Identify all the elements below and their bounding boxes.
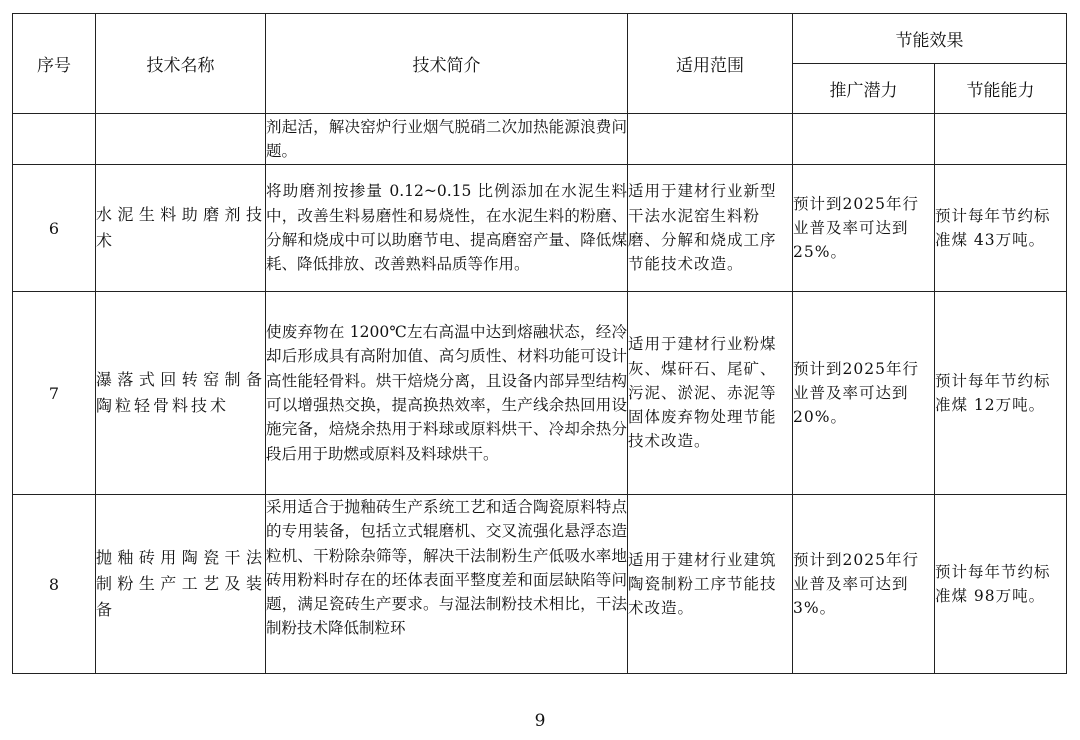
row-index bbox=[13, 114, 96, 165]
row-potential: 预计到2025年行业普及率可达到3%。 bbox=[793, 495, 935, 674]
header-scope: 适用范围 bbox=[628, 14, 793, 114]
row-desc: 剂起活，解决窑炉行业烟气脱硝二次加热能源浪费问题。 bbox=[266, 114, 628, 165]
row-index: 6 bbox=[13, 165, 96, 292]
header-potential: 推广潜力 bbox=[793, 64, 935, 114]
row-desc: 采用适合于抛釉砖生产系统工艺和适合陶瓷原料特点的专用装备，包括立式辊磨机、交叉流强化悬浮态造粒机、干粉除杂筛等，解决干法制粉生产低吸水率地砖用粉料时存在的坯体表面平整度差和面层缺陷等问题，满足瓷砖生产要求。与湿法制粉技术相比，干法制粉技术降低制粒环 bbox=[266, 495, 628, 674]
header-index: 序号 bbox=[13, 14, 96, 114]
row-capacity: 预计每年节约标准煤 43万吨。 bbox=[935, 165, 1067, 292]
table-row bbox=[13, 292, 1067, 495]
row-index: 8 bbox=[13, 495, 96, 674]
energy-tech-table bbox=[12, 13, 1067, 674]
row-potential: 预计到2025年行业普及率可达到25%。 bbox=[793, 165, 935, 292]
header-row-1 bbox=[13, 14, 1067, 64]
table-row bbox=[13, 165, 1067, 292]
row-capacity bbox=[935, 114, 1067, 165]
row-name: 抛釉砖用陶瓷干法制粉生产工艺及装备 bbox=[96, 495, 266, 674]
row-potential bbox=[793, 114, 935, 165]
row-index: 7 bbox=[13, 292, 96, 495]
row-desc: 使废弃物在 1200℃左右高温中达到熔融状态，经冷却后形成具有高附加值、高匀质性、材料功能可设计高性能轻骨料。烘干焙烧分离，且设备内部异型结构可以增强热交换，提高换热效率，生产线余热回用设施完备，焙烧余热用于料球或原料烘干、冷却余热分段后用于助燃或原料及料球烘干。 bbox=[266, 292, 628, 495]
row-scope: 适用于建材行业建筑陶瓷制粉工序节能技术改造。 bbox=[628, 495, 793, 674]
header-capacity: 节能能力 bbox=[935, 64, 1067, 114]
row-name bbox=[96, 114, 266, 165]
row-scope: 适用于建材行业新型干法水泥窑生料粉磨、分解和烧成工序节能技术改造。 bbox=[628, 165, 793, 292]
header-effect: 节能效果 bbox=[793, 14, 1067, 64]
header-name: 技术名称 bbox=[96, 14, 266, 114]
page-number: 9 bbox=[534, 711, 546, 731]
row-capacity: 预计每年节约标准煤 98万吨。 bbox=[935, 495, 1067, 674]
row-scope: 适用于建材行业粉煤灰、煤矸石、尾矿、污泥、淤泥、赤泥等固体废弃物处理节能技术改造。 bbox=[628, 292, 793, 495]
row-desc: 将助磨剂按掺量 0.12~0.15 比例添加在水泥生料中，改善生料易磨性和易烧性，在水泥生料的粉磨、分解和烧成中可以助磨节电、提高磨窑产量、降低煤耗、降低排放、改善熟料品质等作用。 bbox=[266, 165, 628, 292]
row-name: 瀑落式回转窑制备陶粒轻骨料技术 bbox=[96, 292, 266, 495]
table-row bbox=[13, 495, 1067, 674]
header-desc: 技术简介 bbox=[266, 14, 628, 114]
row-name: 水泥生料助磨剂技术 bbox=[96, 165, 266, 292]
row-capacity: 预计每年节约标准煤 12万吨。 bbox=[935, 292, 1067, 495]
row-potential: 预计到2025年行业普及率可达到20%。 bbox=[793, 292, 935, 495]
row-scope bbox=[628, 114, 793, 165]
table-row bbox=[13, 114, 1067, 165]
